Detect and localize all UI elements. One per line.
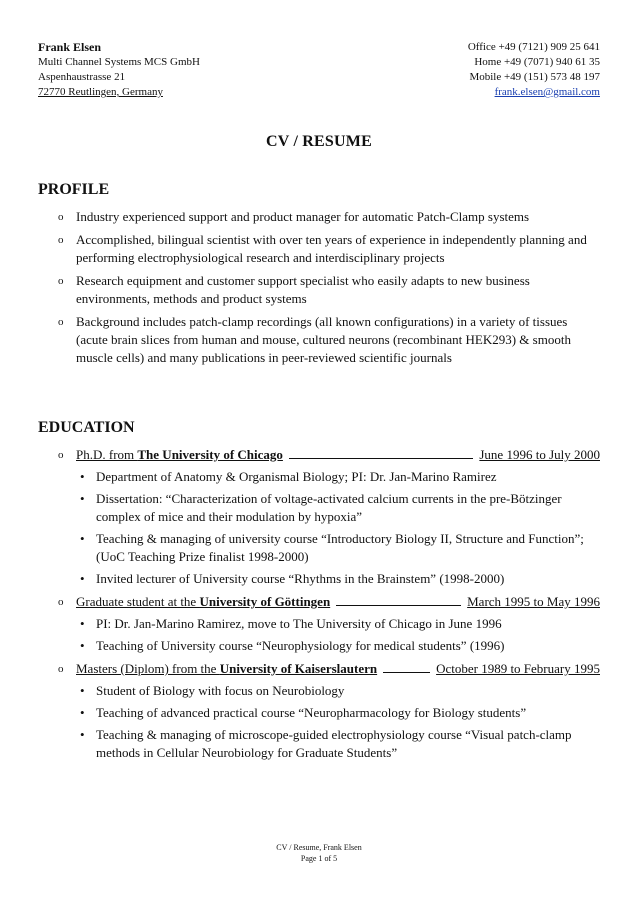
letterhead [38,40,600,100]
detail-item: • Department of Anatomy & Organismal Biology; PI: Dr. Jan-Marino Ramirez [76,468,600,486]
education-list [38,446,600,762]
profile-item: o Research equipment and customer support specialist who easily adapts to new business environments, methods and product systems [38,272,600,308]
education-header [76,660,600,678]
city-address[interactable]: 72770 Reutlingen, Germany [38,86,163,98]
detail-item: • Invited lecturer of University course “Rhythms in the Brainstem” (1998-2000) [76,570,600,588]
education-item-goettingen [38,593,600,655]
date-range: October 1989 to February 1995 [436,661,600,676]
institution-name: University of Kaiserslautern [219,661,378,676]
mobile-phone: Mobile +49 (151) 573 48 197 [469,71,600,83]
detail-item: • Teaching of advanced practical course “Neuropharmacology for Biology students” [76,704,600,722]
company-name: Multi Channel Systems MCS GmbH [38,56,200,68]
detail-item: • Dissertation: “Characterization of voltage-activated calcium currents in the pre-Bötzinger complex of mice and their modulation by hypoxia” [76,490,600,526]
profile-heading: PROFILE [38,181,110,198]
detail-list [76,682,600,762]
institution-name: University of Göttingen [199,594,331,609]
street-address: Aspenhaustrasse 21 [38,71,126,83]
divider-line [383,672,430,673]
detail-list [76,468,600,588]
degree-label: o Graduate student at the University of Göttingen [76,594,331,609]
detail-item: • Teaching & managing of university course “Introductory Biology II, Structure and Function”; (UoC Teaching Prize finalist 1998-2000) [76,530,600,566]
divider-line [289,458,473,459]
education-header [76,593,600,611]
footer-title: CV / Resume, Frank Elsen [276,843,362,852]
education-heading: EDUCATION [38,419,135,436]
education-header [76,446,600,464]
detail-item: • Student of Biology with focus on Neurobiology [76,682,600,700]
education-item-chicago [38,446,600,588]
divider-line [336,605,461,606]
institution-name: The University of Chicago [137,447,283,462]
home-phone: Home +49 (7071) 940 61 35 [474,56,600,68]
education-item-kaiserslautern [38,660,600,762]
resume-page [38,40,600,767]
profile-list [38,208,600,367]
contact-address [38,40,200,100]
page-footer [0,842,638,864]
profile-item: o Background includes patch-clamp recordings (all known configurations) in a variety of tissues (acute brain slices from human and mouse, cultured neurons (recombinant HEK293) & smooth muscle cells) and many publications in peer-reviewed scientific journals [38,313,600,367]
degree-label: o Masters (Diplom) from the University of Kaiserslautern [76,661,378,676]
email-link[interactable]: frank.elsen@gmail.com [494,86,600,98]
detail-list [76,615,600,655]
person-name: Frank Elsen [38,40,102,54]
document-title: CV / RESUME [266,133,372,150]
page-number: Page 1 of 5 [300,854,338,863]
date-range: June 1996 to July 2000 [479,447,600,462]
office-phone: Office +49 (7121) 909 25 641 [467,41,600,53]
profile-item: o Industry experienced support and product manager for automatic Patch-Clamp systems [38,208,600,226]
detail-item: • Teaching & managing of microscope-guided electrophysiology course “Visual patch-clamp methods in Cellular Neurobiology for Graduate Students” [76,726,600,762]
detail-item: • Teaching of University course “Neurophysiology for medical students” (1996) [76,637,600,655]
profile-item: o Accomplished, bilingual scientist with over ten years of experience in independently planning and performing electrophysiological research and interdisciplinary projects [38,231,600,267]
contact-phones [468,40,600,100]
date-range: March 1995 to May 1996 [467,594,600,609]
degree-label: o Ph.D. from The University of Chicago [76,447,283,462]
detail-item: • PI: Dr. Jan-Marino Ramirez, move to The University of Chicago in June 1996 [76,615,600,633]
